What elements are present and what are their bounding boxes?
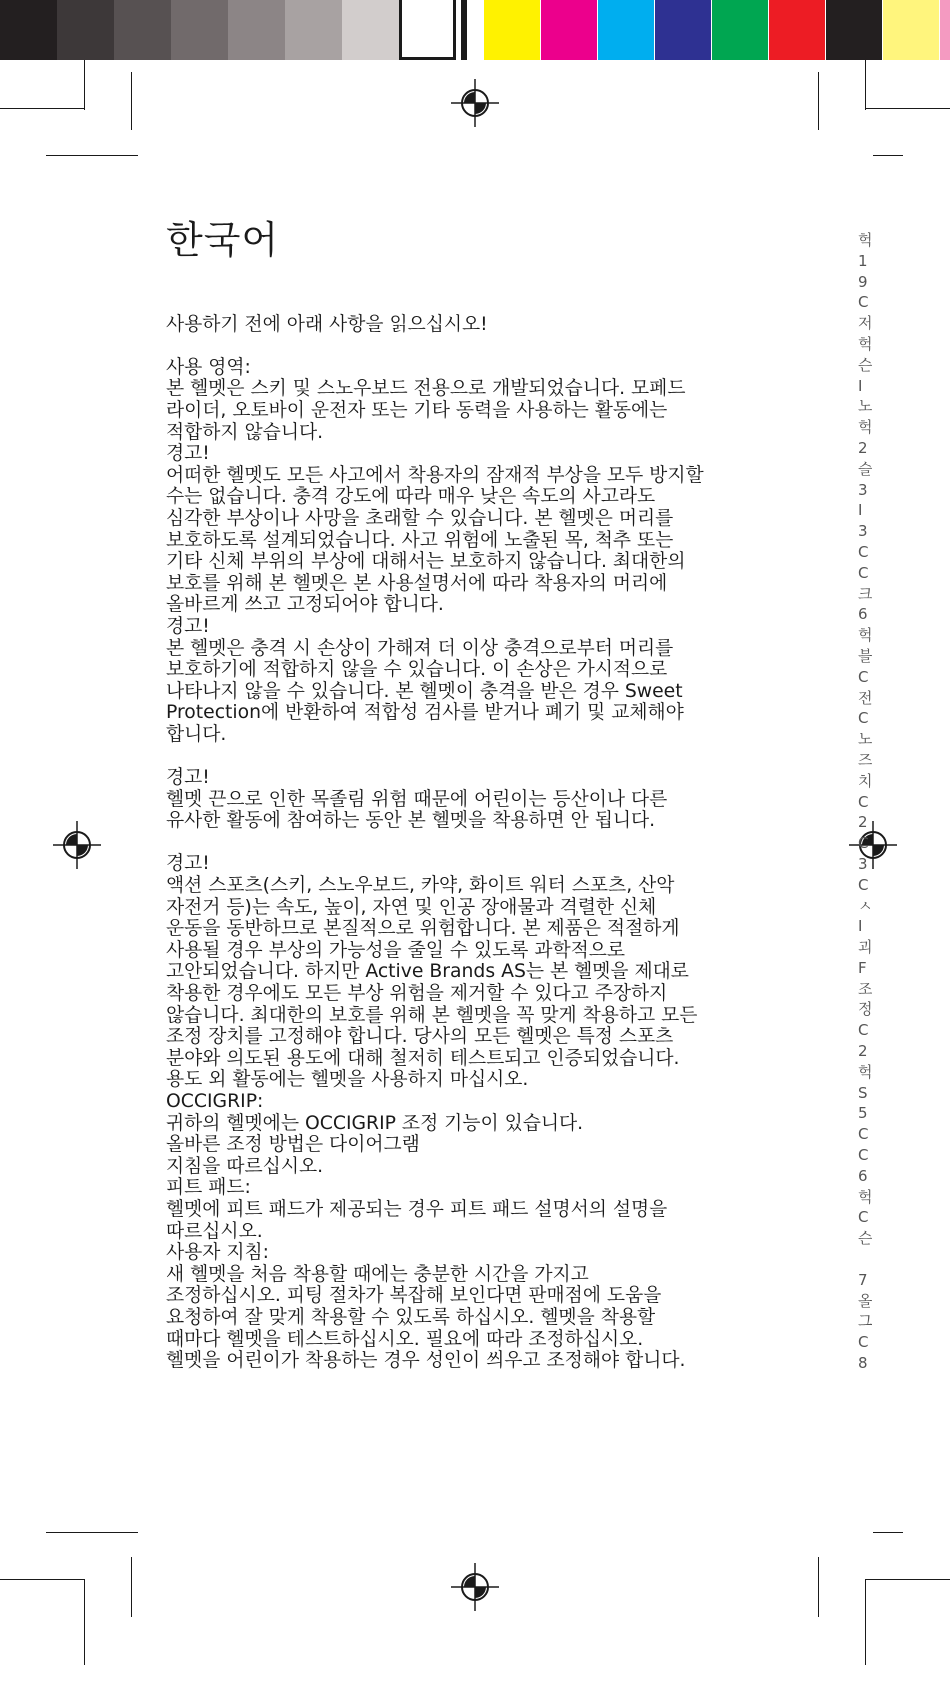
edge-glyph: C <box>858 563 869 582</box>
section-heading-user-instructions: 사용자 지침: <box>166 1242 270 1264</box>
edge-glyph: 괴 <box>858 938 872 957</box>
edge-glyph: 헉 <box>858 1187 872 1206</box>
process-color-swatch <box>598 0 654 60</box>
crop-mark <box>84 1580 85 1665</box>
section-body-fit-pads: 헬멧에 피트 패드가 제공되는 경우 피트 패드 설명서의 설명을 따르십시오. <box>166 1198 668 1242</box>
crop-mark <box>131 1557 132 1617</box>
edge-glyph: 슨 <box>858 1229 872 1248</box>
process-color-swatch <box>712 0 768 60</box>
crop-mark <box>0 1579 85 1580</box>
edge-glyph: S <box>858 1083 868 1102</box>
edge-glyph: 노 <box>858 397 872 416</box>
section-body-warning-1: 어떠한 헬멧도 모든 사고에서 착용자의 잠재적 부상을 모두 방지할 수는 없습니다. 충격 강도에 따라 매우 낮은 속도의 사고라도 심각한 부상이나 사망을 초래할 수 있습니다. 본 헬멧은 머리를 보호하도록 설계되었습니다. 사고 위험에 노출된 목, 척추 또는 기타 신체 부위의 부상에 대해서는 보호하지 않습니다. 최대한의 보호를 위해 본 헬멧은 본 사용설명서에 따라 착용자의 머리에 올바르게 쓰고 고정되어야 합니다. <box>166 464 704 616</box>
edge-glyph: 크 <box>858 584 872 603</box>
edge-glyph: 헉 <box>858 334 872 353</box>
edge-glyph: 정 <box>858 1000 872 1019</box>
edge-glyph: I <box>858 501 863 520</box>
edge-glyph: C <box>858 875 869 894</box>
registration-mark-icon <box>53 821 101 869</box>
section-body-warning-2: 본 헬멧은 충격 시 손상이 가해져 더 이상 충격으로부터 머리를 보호하기에 적합하지 않을 수 있습니다. 이 손상은 가시적으로 나타나지 않을 수 있습니다. 본 헬멧이 충격을 받은 경우 Sweet Protection에 반환하여 적합성 검사를 받거나 폐기 및 교체해야 합니다. <box>166 637 684 745</box>
edge-glyph: 헉 <box>858 231 872 249</box>
section-heading-warning-3: 경고! <box>166 767 210 789</box>
crop-mark <box>873 155 903 156</box>
edge-glyph: 2 <box>858 438 868 457</box>
edge-glyph: F <box>858 958 867 977</box>
gray-swatch <box>0 0 57 60</box>
edge-glyph: 7 <box>858 1270 868 1289</box>
edge-glyph: 슬 <box>858 459 872 478</box>
process-color-swatch <box>484 0 540 60</box>
crop-mark <box>865 1579 950 1580</box>
edge-glyph: 치 <box>858 771 872 790</box>
edge-glyph: 전 <box>858 688 872 707</box>
edge-glyph: C <box>858 1146 869 1165</box>
gray-swatch <box>228 0 285 60</box>
edge-glyph: 3 <box>858 854 868 873</box>
edge-glyph: I <box>858 376 863 395</box>
section-heading-warning-1: 경고! <box>166 443 210 465</box>
edge-glyph: 즈 <box>858 750 872 769</box>
registration-mark-icon <box>451 79 499 127</box>
document-body <box>166 218 786 1372</box>
section-body-warning-4: 액션 스포츠(스키, 스노우보드, 카약, 화이트 워터 스포츠, 산악 자전거 등)는 속도, 높이, 자연 및 인공 장애물과 격렬한 신체 운동을 동반하므로 본질적으로 위험합니다. 본 제품은 적절하게 사용될 경우 부상의 가능성을 줄일 수 있도록 과학적으로 고안되었습니다. 하지만 Active Brands AS는 본 헬멧을 제대로 착용한 경우에도 모든 부상 위험을 제거할 수 있다고 주장하지 않습니다. 최대한의 보호를 위해 본 헬멧을 꼭 맞게 착용하고 모든 조정 장치를 고정해야 합니다. 당사의 모든 헬멧은 특정 스포츠 분야와 의도된 용도에 대해 철저히 테스트되고 인증되었습니다. 용도 외 활동에는 헬멧을 사용하지 마십시오. <box>166 875 698 1091</box>
edge-glyph: C <box>858 709 869 728</box>
gray-swatch <box>399 0 456 60</box>
crop-mark <box>818 1557 819 1617</box>
crop-mark <box>46 155 138 156</box>
edge-glyph: C <box>858 834 869 853</box>
edge-glyph: 1 <box>858 251 868 270</box>
edge-glyph: 헉 <box>858 418 872 437</box>
section-body-occigrip: 귀하의 헬멧에는 OCCIGRIP 조정 기능이 있습니다. 올바른 조정 방법은 다이어그램 지침을 따르십시오. <box>166 1112 584 1177</box>
color-calibration-bar <box>0 0 950 60</box>
edge-glyph: 3 <box>858 522 868 541</box>
section-heading-usage-area: 사용 영역: <box>166 356 251 378</box>
edge-glyph: 조 <box>858 979 872 998</box>
section-heading-warning-2: 경고! <box>166 615 210 637</box>
section-heading-warning-4: 경고! <box>166 853 210 875</box>
edge-glyph: 2 <box>858 813 868 832</box>
edge-glyph: 그 <box>858 1312 872 1331</box>
edge-glyph: 8 <box>858 1354 868 1373</box>
edge-glyph: 5 <box>858 1104 868 1123</box>
edge-glyph: 올 <box>858 1291 872 1310</box>
process-color-swatch <box>940 0 950 60</box>
crop-mark <box>0 108 85 109</box>
edge-glyph: I <box>858 917 863 936</box>
crop-mark <box>84 60 85 110</box>
crop-mark <box>131 72 132 130</box>
edge-glyph: 6 <box>858 1166 868 1185</box>
crop-mark <box>46 1532 138 1533</box>
process-color-swatch <box>769 0 825 60</box>
registration-mark-icon <box>451 1563 499 1611</box>
edge-glyph: C <box>858 542 869 561</box>
edge-glyph: 블 <box>858 646 872 665</box>
edge-glyph: 2 <box>858 1042 868 1061</box>
section-body-usage-area: 본 헬멧은 스키 및 스노우보드 전용으로 개발되었습니다. 모페드 라이더, 오토바이 운전자 또는 기타 동력을 사용하는 활동에는 적합하지 않습니다. <box>166 378 686 443</box>
crop-mark <box>865 60 866 110</box>
edge-glyph <box>858 1249 872 1270</box>
crop-mark <box>873 1532 903 1533</box>
edge-glyph: C <box>858 1333 869 1352</box>
swatch-divider <box>461 0 467 60</box>
crop-mark <box>865 1580 866 1665</box>
edge-glyph: 저 <box>858 314 872 333</box>
section-body-user-instructions: 새 헬멧을 처음 착용할 때에는 충분한 시간을 가지고 조정하십시오. 피팅 절차가 복잡해 보인다면 판매점에 도움을 요청하여 잘 맞게 착용할 수 있도록 하십시오. 헬멧을 착용할 때마다 헬멧을 테스트하십시오. 필요에 따라 조정하십시오. 헬멧을 어린이가 착용하는 경우 성인이 씌우고 조정해야 합니다. <box>166 1263 686 1372</box>
edge-text-column <box>858 230 872 1460</box>
edge-glyph: C <box>858 1125 869 1144</box>
gray-swatch <box>114 0 171 60</box>
intro-text: 사용하기 전에 아래 사항을 읽으십시오! <box>166 313 488 335</box>
gray-swatch <box>342 0 399 60</box>
registration-mark-icon <box>849 821 897 869</box>
edge-glyph: 헉 <box>858 626 872 645</box>
edge-glyph: 헉 <box>858 1062 872 1081</box>
edge-glyph: C <box>858 1208 869 1227</box>
gray-swatch <box>171 0 228 60</box>
process-color-swatch <box>655 0 711 60</box>
section-heading-occigrip: OCCIGRIP: <box>166 1090 264 1112</box>
process-color-swatch <box>883 0 939 60</box>
edge-glyph: 3 <box>858 480 868 499</box>
process-color-swatch <box>541 0 597 60</box>
edge-glyph: ㅅ <box>858 896 872 915</box>
section-heading-fit-pads: 피트 패드: <box>166 1177 251 1199</box>
edge-glyph: C <box>858 293 869 312</box>
edge-glyph: C <box>858 1021 869 1040</box>
process-color-swatch <box>826 0 882 60</box>
crop-mark <box>818 72 819 130</box>
edge-glyph: C <box>858 667 869 686</box>
edge-glyph: C <box>858 792 869 811</box>
gray-swatch <box>57 0 114 60</box>
section-body-warning-3: 헬멧 끈으로 인한 목졸림 위험 때문에 어린이는 등산이나 다른 유사한 활동에 참여하는 동안 본 헬멧을 착용하면 안 됩니다. <box>166 788 668 832</box>
page-title: 한국어 <box>166 218 280 262</box>
crop-mark <box>865 108 950 109</box>
edge-glyph: 9 <box>858 272 868 291</box>
edge-glyph: 6 <box>858 605 868 624</box>
edge-glyph: 슨 <box>858 355 872 374</box>
edge-glyph: 노 <box>858 730 872 749</box>
gray-swatch <box>285 0 342 60</box>
